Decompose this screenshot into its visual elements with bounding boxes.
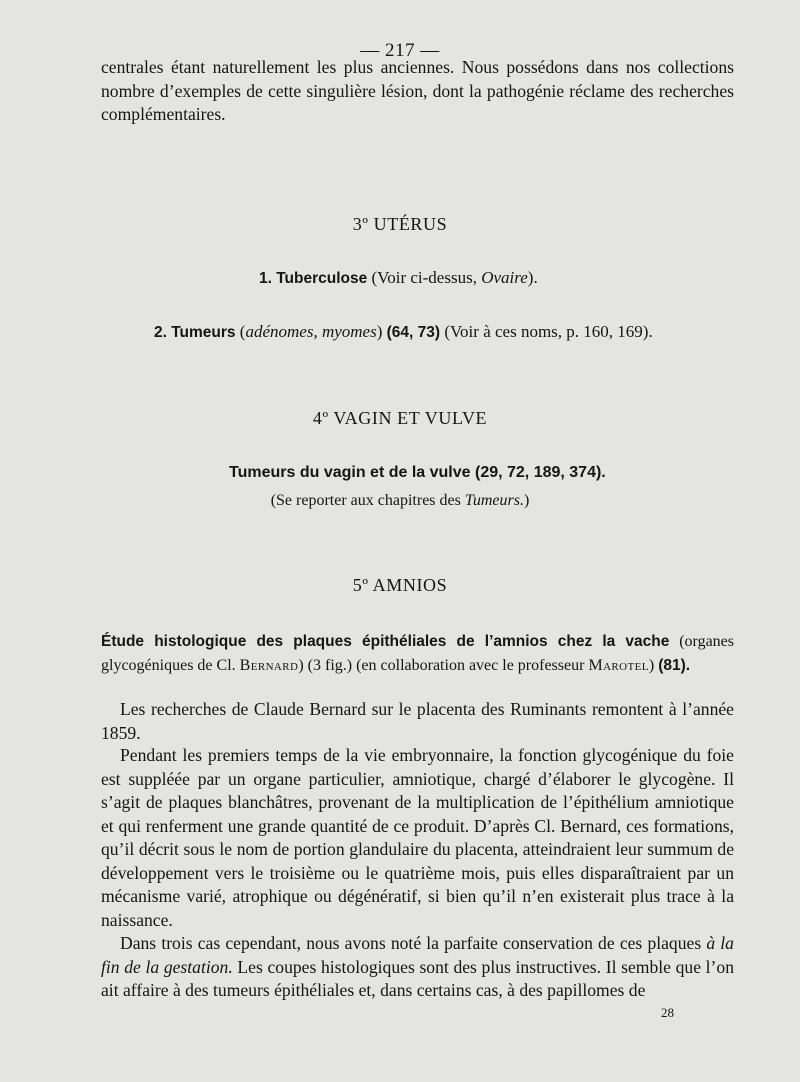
- item-reference: Ovaire: [481, 268, 528, 287]
- author-name: Bernard: [239, 657, 299, 674]
- author-name: Marotel: [588, 657, 649, 674]
- amnios-title-text: ): [648, 657, 659, 674]
- note-text: (Se reporter aux chapitres des: [270, 492, 465, 509]
- amnios-paragraph-3: [101, 932, 734, 1003]
- uterus-item-tumeurs: [154, 322, 653, 342]
- amnios-title-bold: Étude histologique des plaques épithéliales de l’amnios chez la vache: [101, 633, 670, 650]
- amnios-title-text: (organes glycogéniques de Cl.: [101, 633, 735, 674]
- uterus-item-tuberculose: [259, 268, 538, 288]
- section-heading-amnios: 5º AMNIOS: [352, 575, 448, 595]
- vagin-note: [0, 492, 800, 510]
- item-label: 2. Tumeurs: [154, 324, 236, 341]
- section-heading-vagin: 4º VAGIN ET VULVE: [312, 408, 488, 428]
- paragraph-text-end: Les coupes histologiques sont des plus instructives. Il semble que l’on ait affaire à des tumeurs épithéliales et, dans certains cas, à des papillomes de: [101, 956, 734, 1000]
- intro-paragraph: centrales étant naturellement les plus anciennes. Nous possédons dans nos collections nombre d’exemples de cette singulière lésion, dont la pathogénie réclame des recherches complémentaires.: [101, 57, 734, 124]
- vagin-title: Tumeurs du vagin et de la vulve (29, 72, 189, 374).: [229, 464, 606, 481]
- section-heading-uterus: 3º UTÉRUS: [352, 214, 448, 234]
- item-paren-close: ): [376, 322, 387, 341]
- item-paren-open: (: [235, 322, 246, 341]
- item-refs: (64, 73): [386, 324, 441, 341]
- item-text-end: ).: [527, 268, 538, 287]
- page-number: — 217 —: [360, 40, 440, 61]
- paragraph-emphasis: à la fin de la gestation.: [101, 933, 734, 977]
- amnios-title-ref: (81).: [658, 657, 691, 674]
- amnios-title: [101, 630, 734, 678]
- amnios-title-text: ) (3 fig.) (en collaboration avec le professeur: [298, 657, 589, 674]
- amnios-paragraph-2: Pendant les premiers temps de la vie embryonnaire, la fonction glycogénique du foie est suppléée par un organe particulier, amniotique, chargé d’élaborer le glycogène. Il s’agit de plaques blanchâtres, provenant de la multiplication de l’épithélium amniotique et qui renferment une grande quantité de ce produit. D’après Cl. Bernard, ces formations, qu’il décrit sous le nom de portion glandulaire du placenta, atteindraient leur summum de développement vers le troisième ou le quatrième mois, puis elles disparaîtraient par un mécanisme varié, atrophique ou dégénératif, si bien qu’il n’en existerait plus trace à la naissance.: [101, 745, 734, 930]
- item-terms: adénomes, myomes: [245, 322, 377, 341]
- paragraph-text: Dans trois cas cependant, nous avons noté la parfaite conservation de ces plaques: [120, 933, 707, 953]
- note-text-end: ): [523, 492, 530, 509]
- item-label: 1. Tuberculose: [259, 270, 368, 287]
- item-text: (Voir ci-dessus,: [367, 268, 482, 287]
- signature-mark: 28: [661, 1005, 674, 1020]
- amnios-paragraph-1: Les recherches de Claude Bernard sur le placenta des Ruminants remontent à l’année 1859.: [101, 699, 734, 743]
- item-text-end: (Voir à ces noms, p. 160, 169).: [440, 322, 653, 341]
- note-reference: Tumeurs.: [464, 492, 524, 509]
